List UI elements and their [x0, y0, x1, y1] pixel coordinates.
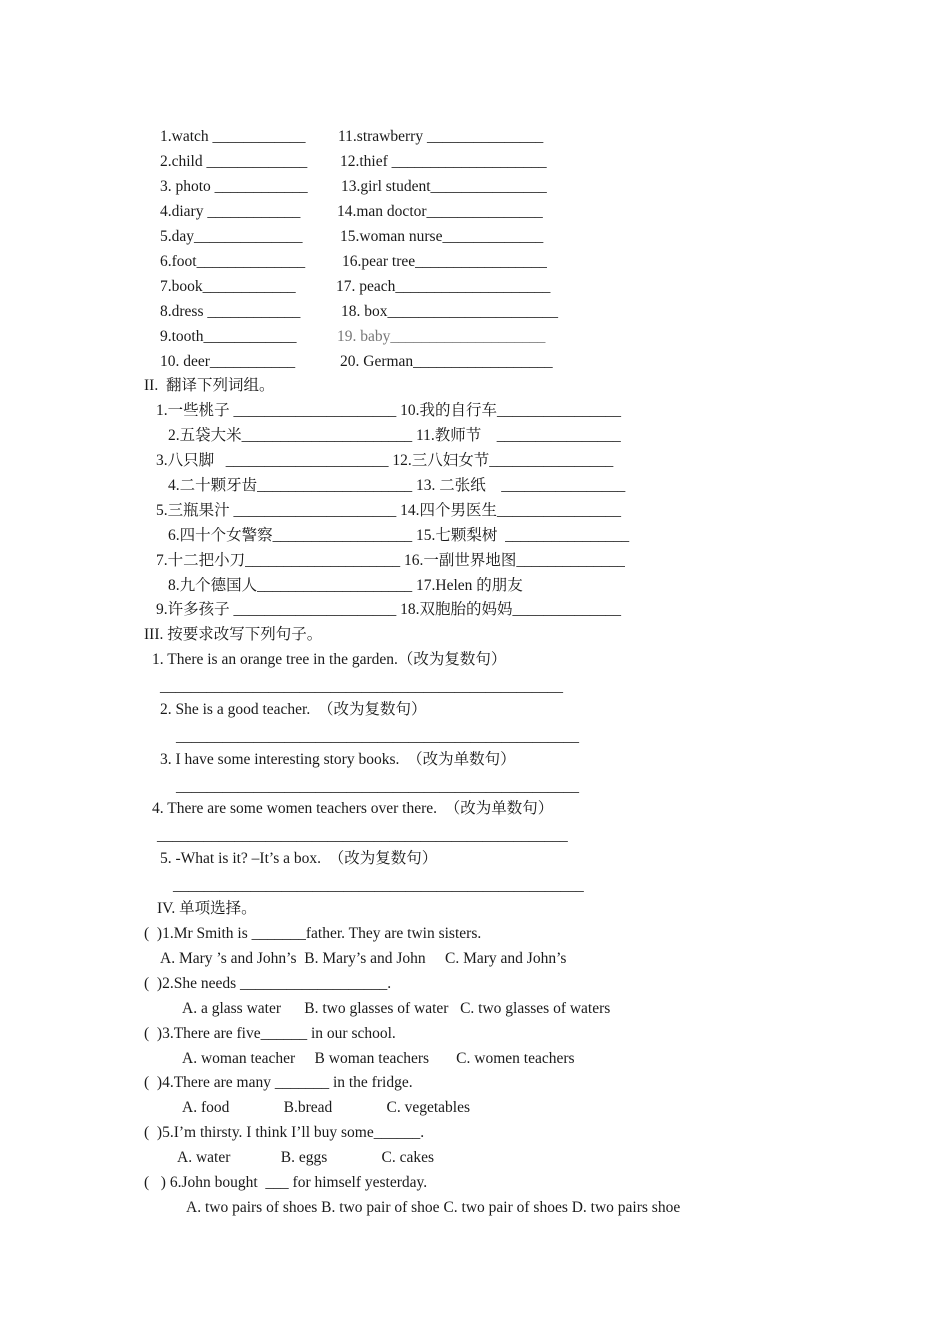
- phrase-row-1: 1.一些桃子 _____________________ 10.我的自行车________________: [156, 402, 622, 419]
- word-item-13: 13.girl student_______________: [341, 178, 547, 195]
- mc-options-3: A. woman teacher B woman teachers C. women teachers: [182, 1050, 575, 1067]
- phrase-row-6: 6.四十个女警察__________________ 15.七颗梨树 ________________: [168, 527, 630, 544]
- section-2-heading: II. 翻译下列词组。: [144, 377, 275, 394]
- rewrite-question-3: 3. I have some interesting story books. （改为单数句）: [160, 751, 516, 768]
- word-item-5: 5.day______________: [160, 228, 303, 245]
- mc-question-5: ( )5.I’m thirsty. I think I’ll buy some______.: [144, 1124, 425, 1141]
- word-item-12: 12.thief ____________________: [340, 153, 547, 170]
- answer-line-4: _____________________________________________________: [157, 827, 568, 844]
- word-item-3: 3. photo ____________: [160, 178, 308, 195]
- word-item-11: 11.strawberry _______________: [338, 128, 544, 145]
- word-item-6: 6.foot______________: [160, 253, 306, 270]
- word-item-15: 15.woman nurse_____________: [340, 228, 544, 245]
- mc-question-4: ( )4.There are many _______ in the fridge.: [144, 1074, 413, 1091]
- word-item-19: 19. baby____________________: [337, 328, 546, 345]
- rewrite-question-1: 1. There is an orange tree in the garden.（改为复数句）: [152, 651, 507, 668]
- word-item-2: 2.child _____________: [160, 153, 308, 170]
- word-item-17: 17. peach____________________: [336, 278, 551, 295]
- word-item-7: 7.book____________: [160, 278, 296, 295]
- word-item-1: 1.watch ____________: [160, 128, 306, 145]
- answer-line-5: _____________________________________________________: [173, 877, 584, 894]
- mc-options-6: A. two pairs of shoes B. two pair of shoe C. two pair of shoes D. two pairs shoe: [186, 1199, 681, 1216]
- word-item-18: 18. box______________________: [341, 303, 558, 320]
- answer-line-2: ____________________________________________________: [176, 728, 579, 745]
- mc-options-2: A. a glass water B. two glasses of water C. two glasses of waters: [182, 1000, 611, 1017]
- answer-line-3: ____________________________________________________: [176, 778, 579, 795]
- phrase-row-9: 9.许多孩子 _____________________ 18.双胞胎的妈妈______________: [156, 601, 622, 618]
- section-4-heading: IV. 单项选择。: [157, 900, 257, 917]
- word-item-4: 4.diary ____________: [160, 203, 301, 220]
- rewrite-question-4: 4. There are some women teachers over there. （改为单数句）: [152, 800, 554, 817]
- mc-question-6: ( ) 6.John bought ___ for himself yesterday.: [144, 1174, 428, 1191]
- word-item-20: 20. German__________________: [340, 353, 553, 370]
- phrase-row-3: 3.八只脚 _____________________ 12.三八妇女节________________: [156, 452, 614, 469]
- phrase-row-2: 2.五袋大米______________________ 11.教师节 ________________: [168, 427, 621, 444]
- word-item-16: 16.pear tree_________________: [342, 253, 547, 270]
- rewrite-question-2: 2. She is a good teacher. （改为复数句）: [160, 701, 427, 718]
- mc-question-1: ( )1.Mr Smith is _______father. They are twin sisters.: [144, 925, 482, 942]
- word-item-14: 14.man doctor_______________: [337, 203, 543, 220]
- answer-line-1: ____________________________________________________: [160, 678, 563, 695]
- phrase-row-7: 7.十二把小刀____________________ 16.一副世界地图______________: [156, 552, 625, 569]
- phrase-row-5: 5.三瓶果汁 _____________________ 14.四个男医生________________: [156, 502, 622, 519]
- word-item-8: 8.dress ____________: [160, 303, 301, 320]
- mc-options-5: A. water B. eggs C. cakes: [177, 1149, 434, 1166]
- word-item-10: 10. deer___________: [160, 353, 296, 370]
- section-3-heading: III. 按要求改写下列句子。: [144, 626, 323, 643]
- rewrite-question-5: 5. -What is it? –It’s a box. （改为复数句）: [160, 850, 438, 867]
- mc-question-2: ( )2.She needs ___________________.: [144, 975, 392, 992]
- word-item-9: 9.tooth____________: [160, 328, 297, 345]
- mc-options-1: A. Mary ’s and John’s B. Mary’s and John C. Mary and John’s: [160, 950, 567, 967]
- phrase-row-8: 8.九个德国人____________________ 17.Helen 的朋友: [168, 577, 523, 594]
- mc-options-4: A. food B.bread C. vegetables: [182, 1099, 470, 1116]
- mc-question-3: ( )3.There are five______ in our school.: [144, 1025, 396, 1042]
- phrase-row-4: 4.二十颗牙齿____________________ 13. 二张纸 ________________: [168, 477, 626, 494]
